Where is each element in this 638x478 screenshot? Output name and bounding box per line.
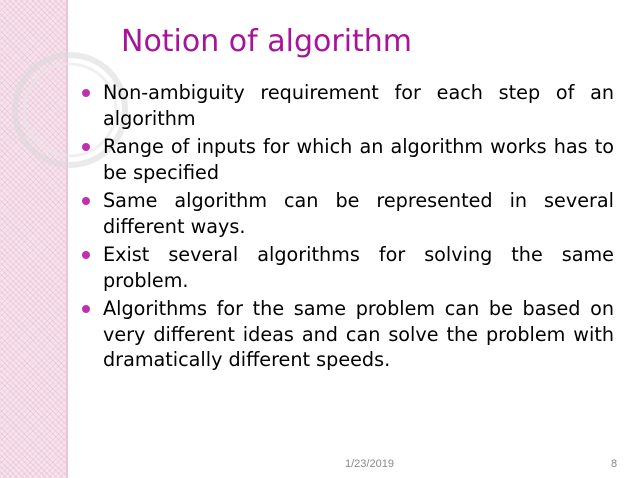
bullet-dot-icon [82, 251, 90, 259]
bullet-dot-icon [82, 305, 90, 313]
bullet-dot-icon [82, 143, 90, 151]
bullet-item [78, 188, 614, 239]
bullet-item [78, 80, 614, 131]
bullet-text: Same algorithm can be represented in several different ways. [103, 189, 614, 238]
bullet-item [78, 242, 614, 293]
footer-date: 1/23/2019 [345, 458, 394, 470]
slide-title: Notion of algorithm [121, 24, 413, 59]
bullet-text: Exist several algorithms for solving the same problem. [103, 243, 614, 292]
bullet-dot-icon [82, 197, 90, 205]
bullet-text: Algorithms for the same problem can be based on very different ideas and can solve the problem with dramatically different speeds. [103, 297, 614, 371]
slide-number: 8 [611, 458, 618, 470]
bullet-dot-icon [82, 89, 90, 97]
bullet-list [78, 80, 614, 376]
bullet-text: Non-ambiguity requirement for each step of an algorithm [103, 81, 614, 130]
bullet-item [78, 296, 614, 373]
bullet-text: Range of inputs for which an algorithm works has to be specified [103, 135, 614, 184]
bullet-item [78, 134, 614, 185]
